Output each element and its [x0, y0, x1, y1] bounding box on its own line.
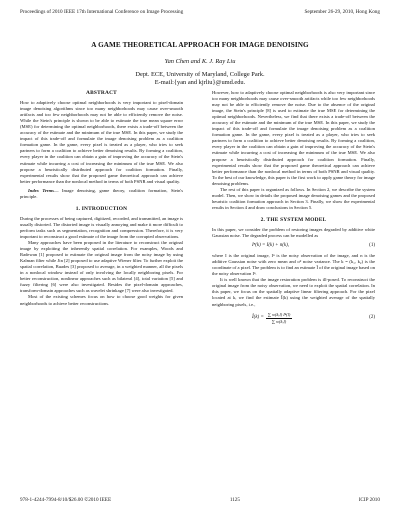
- equation-2-fraction: [266, 312, 292, 325]
- system-model-paragraph-3: It is well known that the image restoration problem is ill-posed. To reconstruct the original image from the noisy observation, we need to exploit the spatial correlation. In this paper, we focus on the spatially adaptive linear filtering approach. For the pixel located at k, we find the estimate Î(k) using the weighted average of the spatially neighboring pixels, i.e.,: [212, 277, 375, 307]
- index-terms: Index Terms— Image denoising, game theory, coalition formation, Stein's principle.: [20, 187, 184, 199]
- running-head: [20, 9, 380, 15]
- equation-2-numerator: ∑ w(k,l) Iⁿ(l): [266, 312, 292, 319]
- right-column: [212, 90, 375, 329]
- page-footer: [20, 497, 380, 503]
- left-column: [20, 90, 183, 307]
- right-paragraph-1: However, how to adaptively choose optimal neighborhoods is also very important since too many neighborhoods may cause over-smooth artifacts while too few neighborhoods may not be able to efficiently remove the noise. Due to the absence of the original image, the Stein's principle [8] is used to estimate the true MSE for determining the optimal neighborhoods. Nevertheless, we find that there exists a trade-off between the accuracy of the estimate and the minimum of the true MSE. In this paper, we study the impact of this trade-off and formulate the image denoising problem as a coalition formation game. In the game, every pixel is treated as a player, who tries to seek partners to form a coalition to achieve better denoising results. By forming a coalition, every player in the coalition can obtain a gain of improving the accuracy of the Stein's estimate while incurring a cost of increasing the minimum of the true MSE. We also propose a heuristically distributed approach for coalition formation. Finally, experimental results show that the proposed game theoretical approach can achieve better performance than the nonlocal method in terms of both PSNR and visual quality. To the best of our knowledge, this paper is the first work to apply game theory for image denoising problems.: [212, 90, 375, 186]
- paper-authors: Yan Chen and K. J. Ray Liu: [164, 58, 236, 65]
- running-head-left: Proceedings of 2010 IEEE 17th International Conference on Image Processing: [20, 9, 184, 15]
- running-head-right: September 26-29, 2010, Hong Kong: [304, 9, 380, 15]
- footer-conference: ICIP 2010: [358, 497, 380, 503]
- paper-title: A GAME THEORETICAL APPROACH FOR IMAGE DENOISING: [91, 41, 309, 49]
- system-model-paragraph-2: where I is the original image, Iⁿ is the noisy observation of the image, and n is the additive Gaussian noise with zero mean and σ² noise variance. The k = (k₁, k₂) is the coordinate of a pixel. The problem is to find an estimate Î of the original image based on the noisy observation Iⁿ.: [212, 253, 375, 277]
- equation-2-number: (2): [369, 315, 375, 321]
- abstract-heading: ABSTRACT: [86, 90, 117, 96]
- footer-copyright: 978-1-4244-7994-8/10/$26.00 ©2010 IEEE: [20, 497, 112, 503]
- section-1-heading: 1. INTRODUCTION: [75, 205, 128, 212]
- equation-1-expression: Iⁿ(k) = I(k) + n(k),: [252, 243, 290, 249]
- affiliation: Dept. ECE, University of Maryland, College Park.: [135, 71, 265, 78]
- page-number: 1125: [229, 497, 240, 503]
- intro-paragraph-1: During the processes of being captured, digitized, recorded, and transmitted, an image is usually distorted. The distorted image is visually annoying and make it more difficult to perform tasks such as segmentation, recognition and compression. Therefore, it is very important to reconstruct a good estimate of the image from the corrupted observations.: [20, 215, 183, 239]
- equation-2-lhs: Î(k) =: [252, 315, 264, 321]
- index-terms-label: Index Terms: [28, 187, 54, 193]
- equation-2: [212, 312, 375, 325]
- author-email: E-mail:{yan and kjrliu}@umd.edu.: [154, 79, 246, 86]
- intro-paragraph-2: Many approaches have been proposed in the literature to reconstruct the original image by exploiting the inherently spatial correlation. For examples, Woods and Radewan [1] proposed to estimate the original image from the noisy image by using Kalman filter while Jin [2] proposed to use adaptive Wiener filter. To further exploit the spatial correlation, Buades [3] proposed to average, in a weighted manner, all the pixels in a nonlocal window instead of only involving the locally neighboring pixels. For better reconstruction, nonlinear approaches such as bilateral [4], total variation [5] and fuzzy filtering [6] were also investigated. Besides the pixel-domain approaches, transform-domain approaches such as wavelet shrinkage [7] were also investigated.: [20, 240, 183, 294]
- equation-2-denominator: ∑ w(k,l): [271, 318, 287, 324]
- section-2-heading: 2. THE SYSTEM MODEL: [260, 216, 327, 223]
- equation-1-number: (1): [369, 243, 375, 249]
- system-model-paragraph-1: In this paper, we consider the problem of restoring images degraded by additive white Gaussian noise. The degraded process can be modelled as: [212, 226, 375, 239]
- right-paragraph-2: The rest of this paper is organized as follows. In Section 2, we describe the system model. Then, we show in details the proposed image denoising games and the proposed heuristic coalition formation approach in Section 3. Finally, we show the experimental results in Section 4 and draw conclusions in Section 5.: [212, 186, 375, 210]
- intro-paragraph-3: Most of the existing schemes focus on how to choose good weights for given neighborhoods to achieve better reconstructions.: [20, 294, 183, 306]
- abstract-text: How to adaptively choose optimal neighborhoods is very important to pixel-domain image denoising algorithms since too many neighborhoods may cause over-smooth artifacts and too few neighborhoods may not be able to efficiently remove the noise. While the Stein's principle is shown to be able to estimate the true mean square error (MSE) for determining the optimal neighborhoods, there exists a trade-off between the accuracy of the estimate and the minimum of the true MSE. In this paper, we study the impact of this trade-off and formulate the image denoising problem as a coalition formation game. In the game, every pixel is treated as a player, who tries to seek partners to form a coalition to achieve better denoising results. By forming a coalition, every player in the coalition can obtain a gain of improving the accuracy of the Stein's estimate while incurring a cost of increasing the minimum of the true MSE. We also propose a heuristically distributed approach for coalition formation. Finally, experimental results show that the proposed game theoretical approach can achieve better performance than the nonlocal method in terms of both PSNR and visual quality.: [20, 100, 183, 184]
- index-terms-text: Image denoising, game theory, coalition formation, Stein's principle.: [20, 187, 184, 199]
- equation-1: [212, 243, 375, 249]
